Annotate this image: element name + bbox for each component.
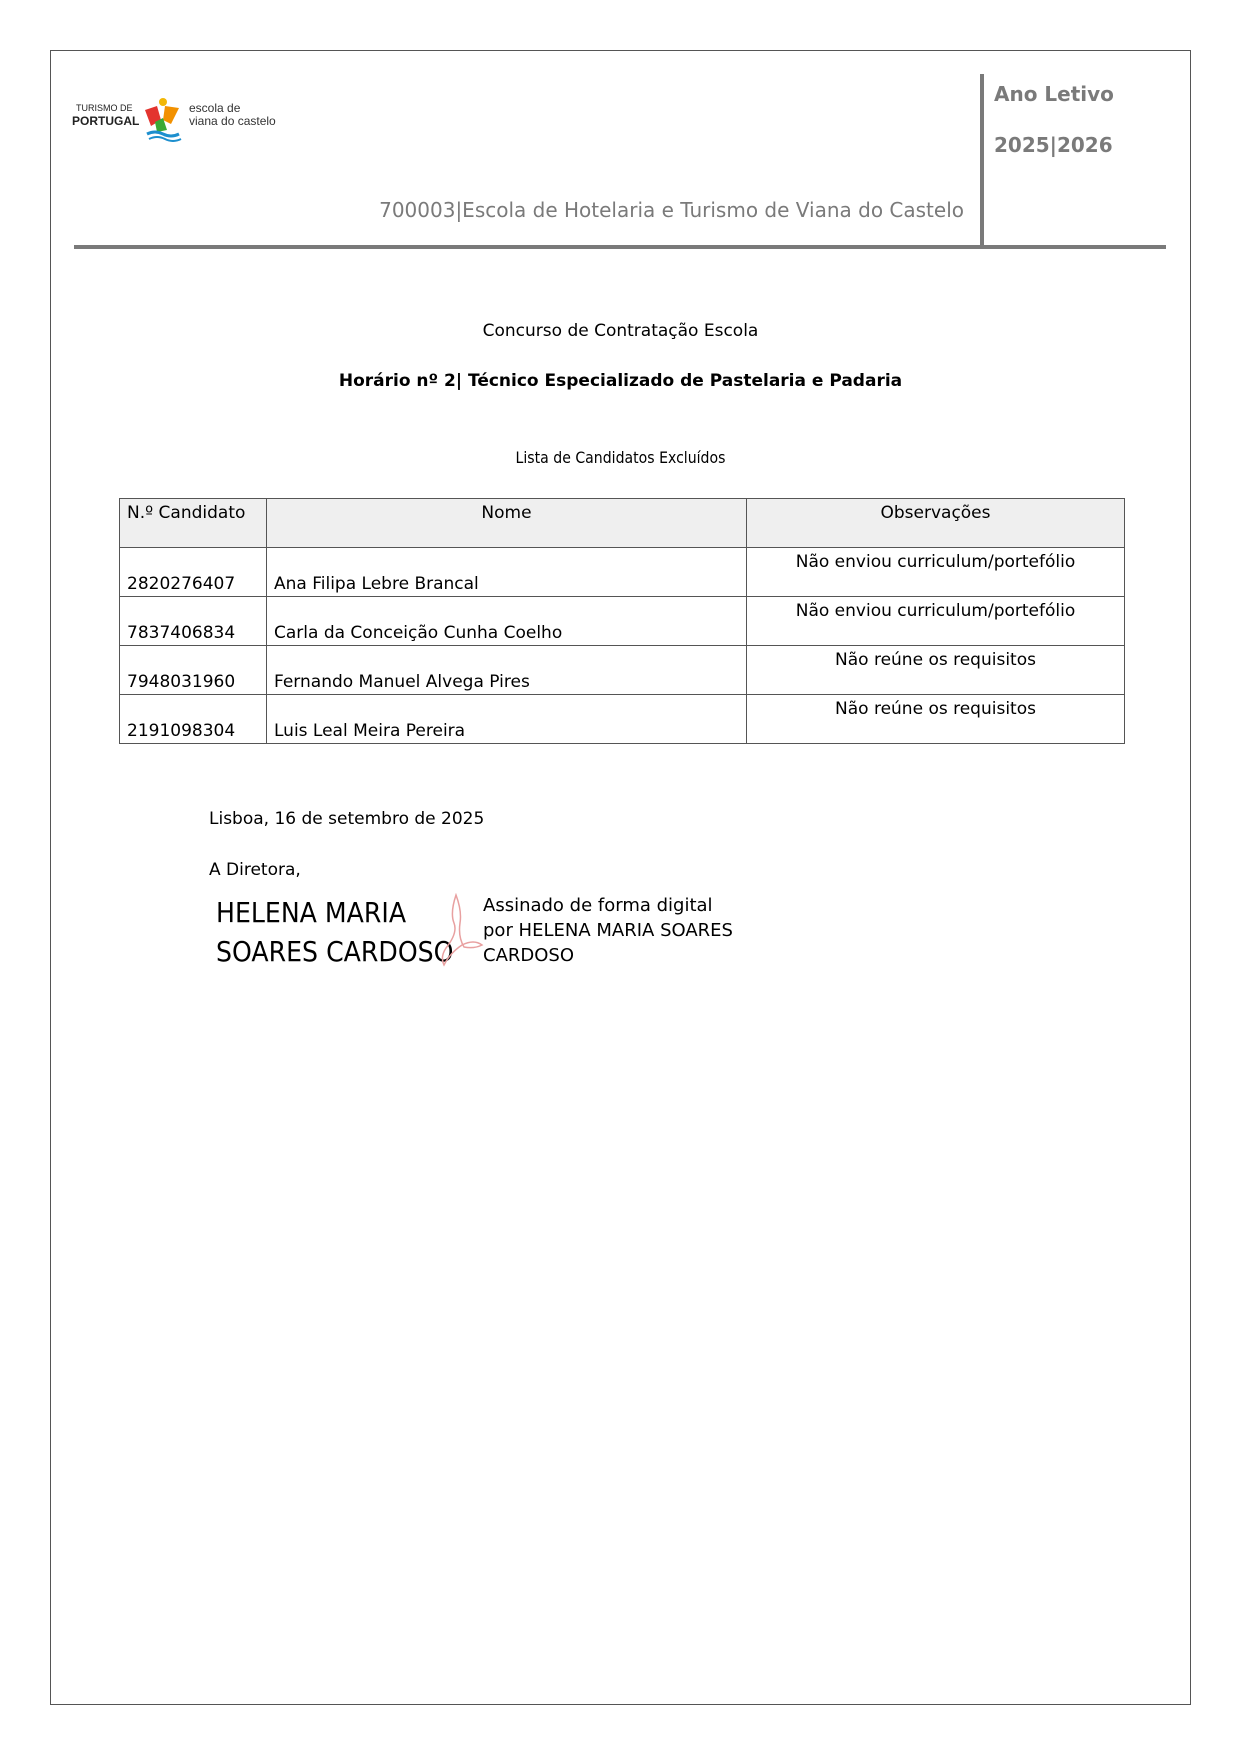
table-header-row bbox=[120, 499, 1125, 548]
document-title: Concurso de Contratação Escola bbox=[482, 321, 759, 341]
school-year: 2025|2026 bbox=[994, 133, 1113, 157]
candidate-notes: Não enviou curriculum/portefólio bbox=[747, 597, 1125, 646]
digital-signature-line3: CARDOSO bbox=[483, 945, 575, 966]
signatory-role: A Diretora, bbox=[209, 860, 301, 880]
school-year-label: Ano Letivo bbox=[994, 82, 1114, 106]
candidate-notes: Não enviou curriculum/portefólio bbox=[747, 548, 1125, 597]
candidate-name: Luis Leal Meira Pereira bbox=[267, 695, 747, 744]
candidate-name: Ana Filipa Lebre Brancal bbox=[267, 548, 747, 597]
column-header-name: Nome bbox=[267, 499, 747, 548]
column-header-notes: Observações bbox=[747, 499, 1125, 548]
signatory-name-line1: HELENA MARIA bbox=[216, 896, 407, 929]
candidate-notes: Não reúne os requisitos bbox=[747, 695, 1125, 744]
turismo-portugal-logo-icon bbox=[141, 96, 185, 142]
table-row bbox=[120, 695, 1125, 744]
logo-brand-line2: PORTUGAL bbox=[72, 114, 140, 128]
candidate-number: 2820276407 bbox=[120, 548, 267, 597]
table-row bbox=[120, 548, 1125, 597]
table-row bbox=[120, 646, 1125, 695]
logo-school-line1: escola de bbox=[189, 101, 241, 115]
place-date: Lisboa, 16 de setembro de 2025 bbox=[209, 809, 485, 829]
table-row bbox=[120, 597, 1125, 646]
logo-school-name bbox=[189, 102, 276, 128]
document-subtitle: Horário nº 2| Técnico Especializado de Pastelaria e Padaria bbox=[338, 371, 903, 391]
signatory-name bbox=[216, 893, 453, 971]
list-title: Lista de Candidatos Excluídos bbox=[515, 448, 726, 467]
candidate-number: 7837406834 bbox=[120, 597, 267, 646]
candidate-number: 7948031960 bbox=[120, 646, 267, 695]
signatory-name-line2: SOARES CARDOSO bbox=[216, 935, 454, 968]
digital-signature-text bbox=[483, 893, 733, 968]
school-name: 700003|Escola de Hotelaria e Turismo de Viana do Castelo bbox=[379, 198, 964, 222]
candidate-name: Carla da Conceição Cunha Coelho bbox=[267, 597, 747, 646]
digital-signature-icon bbox=[436, 893, 486, 973]
school-logo bbox=[66, 74, 286, 160]
header-horizontal-divider bbox=[74, 245, 1166, 249]
candidate-name: Fernando Manuel Alvega Pires bbox=[267, 646, 747, 695]
logo-school-line2: viana do castelo bbox=[189, 114, 276, 128]
header-vertical-divider bbox=[980, 74, 984, 246]
candidate-number: 2191098304 bbox=[120, 695, 267, 744]
excluded-candidates-table bbox=[119, 498, 1125, 744]
candidate-notes: Não reúne os requisitos bbox=[747, 646, 1125, 695]
column-header-number: N.º Candidato bbox=[120, 499, 267, 548]
logo-brand-line1: TURISMO DE bbox=[76, 103, 133, 113]
digital-signature-line1: Assinado de forma digital bbox=[483, 895, 713, 916]
digital-signature-line2: por HELENA MARIA SOARES bbox=[483, 920, 733, 941]
